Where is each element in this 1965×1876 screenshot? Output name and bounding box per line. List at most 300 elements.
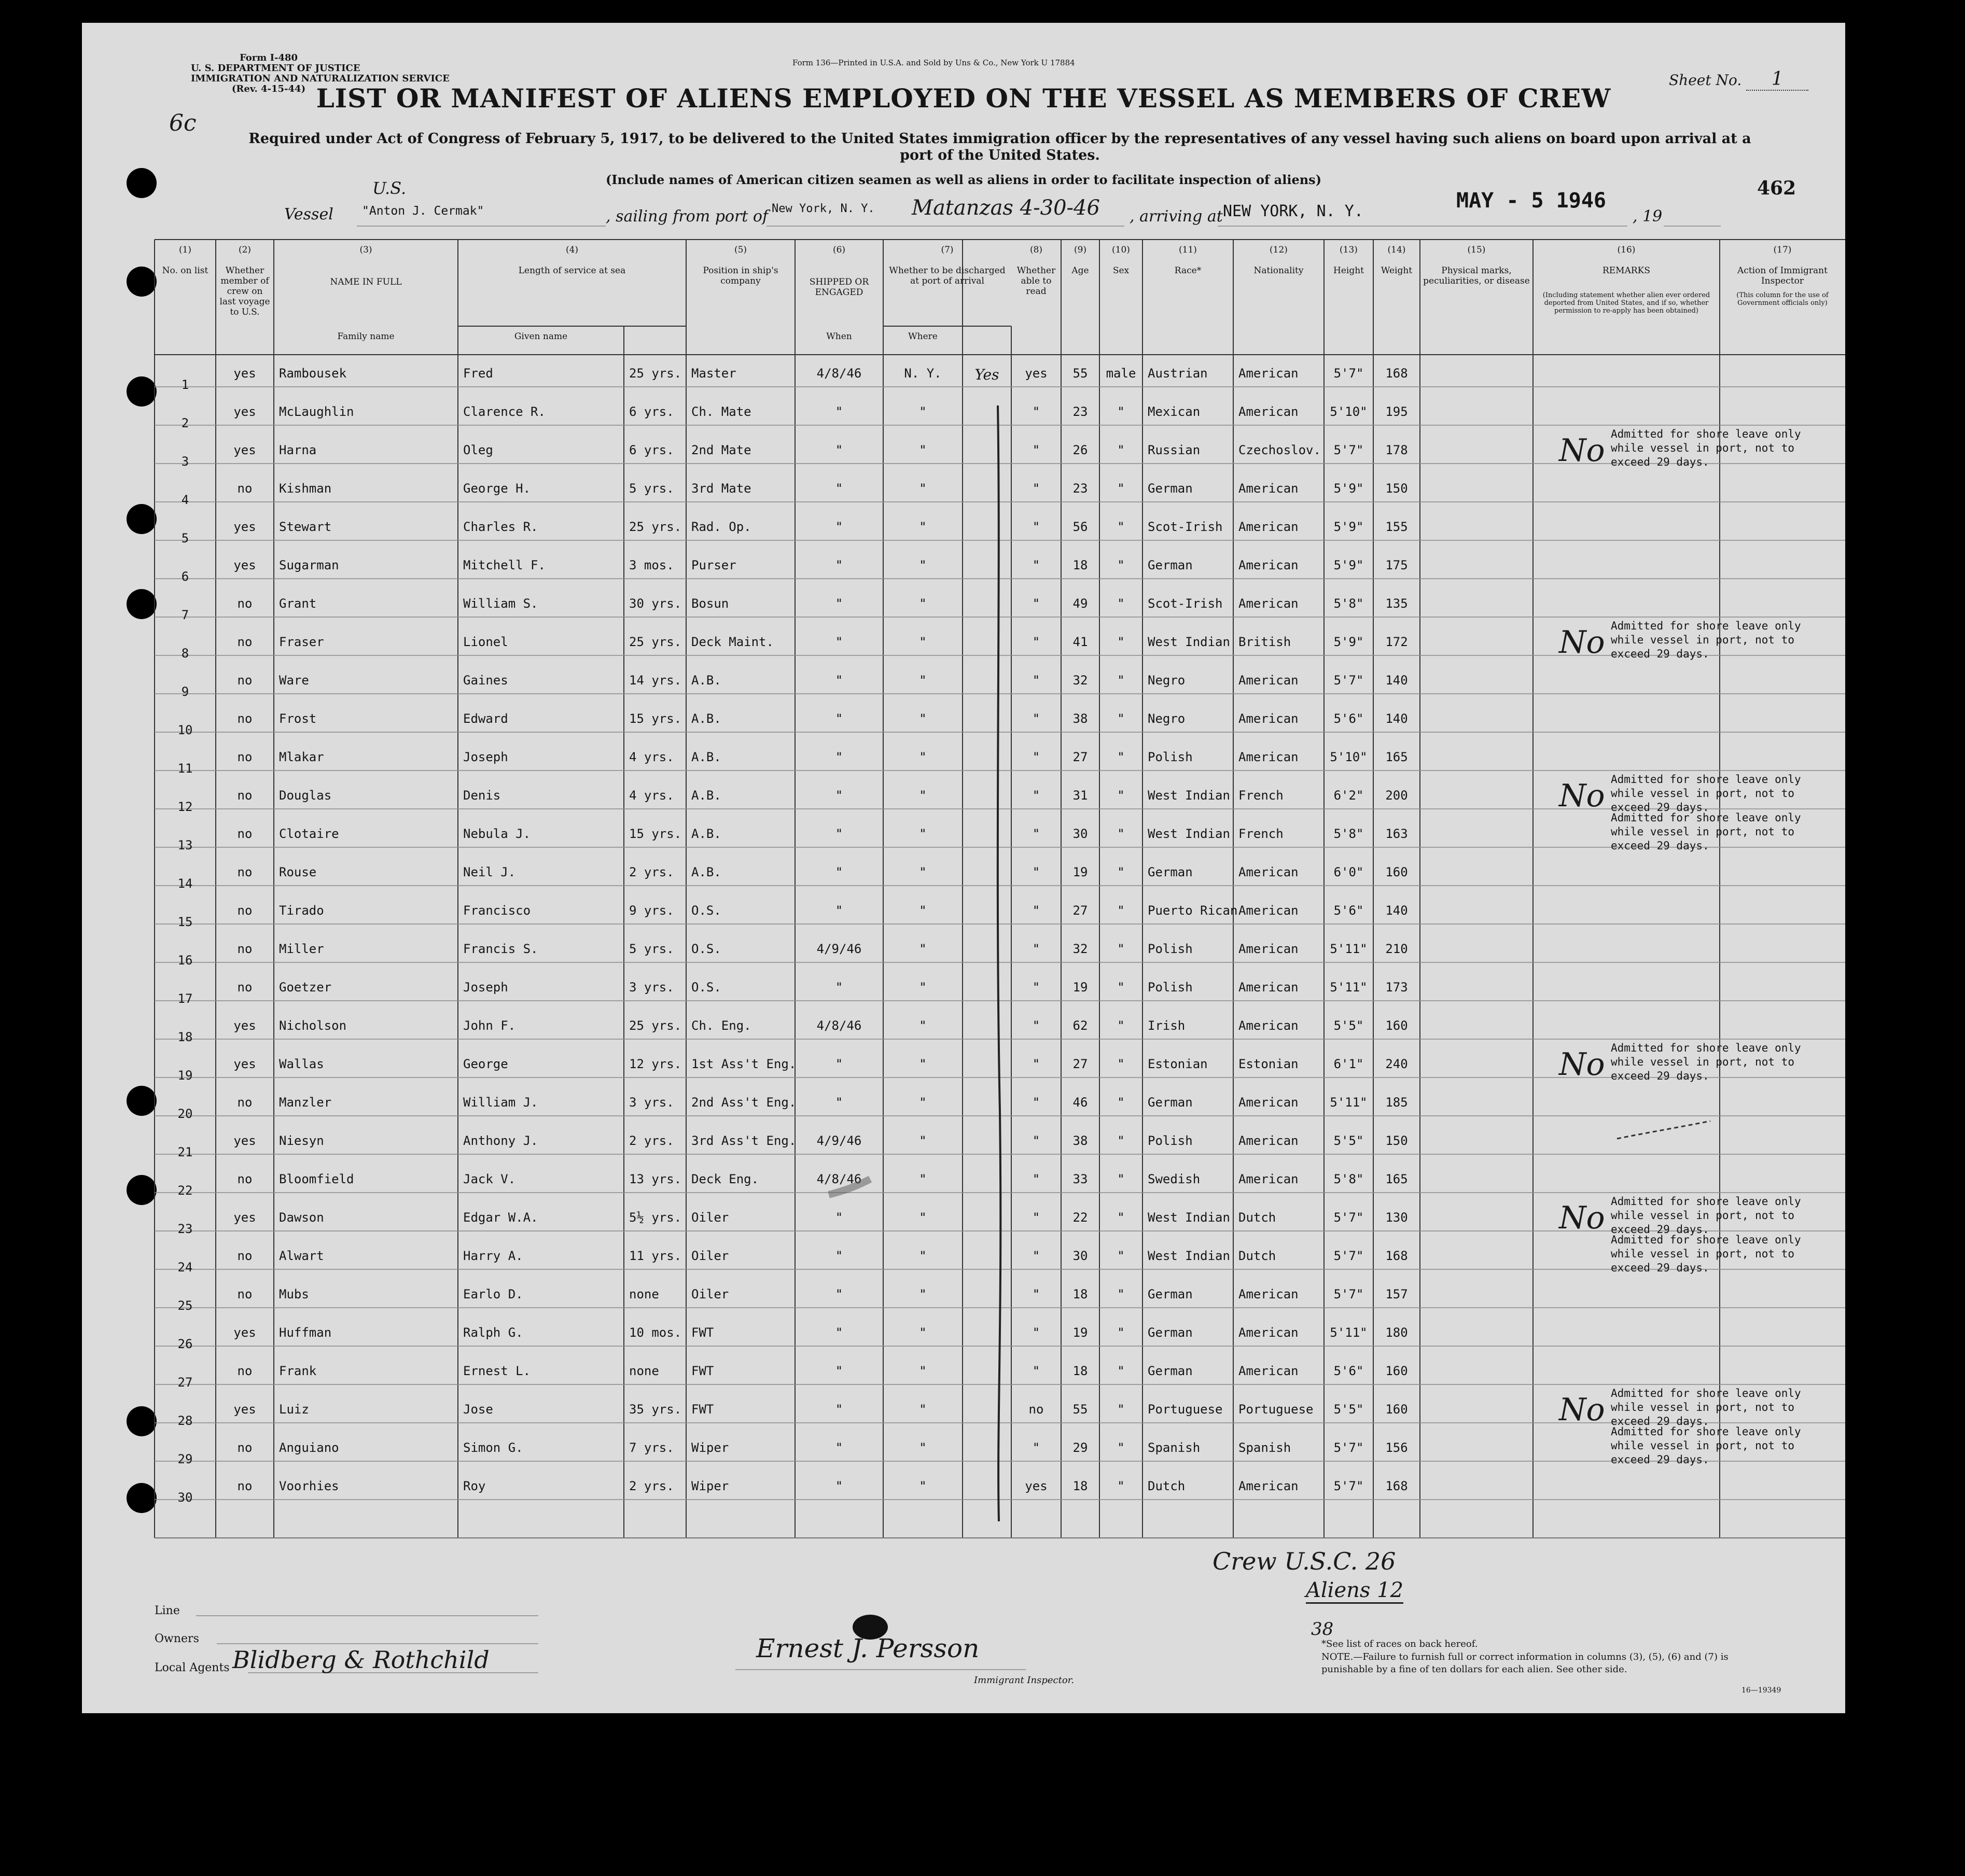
cell-nationality: American bbox=[1238, 673, 1299, 688]
cell-given-name: William S. bbox=[463, 596, 538, 611]
cell-given-name: Denis bbox=[463, 788, 501, 803]
cell-height: 5'8" bbox=[1333, 596, 1364, 611]
cell-last-voyage: yes bbox=[233, 366, 256, 381]
cell-length-of-service: 35 yrs. bbox=[629, 1402, 682, 1417]
cell-length-of-service: 3 mos. bbox=[629, 558, 674, 572]
cell-sex: " bbox=[1117, 942, 1125, 956]
cell-row-number: 17 bbox=[177, 991, 193, 1006]
cell-height: 6'2" bbox=[1333, 788, 1364, 803]
cell-able-to-read: " bbox=[1032, 558, 1040, 572]
cell-sex: " bbox=[1117, 635, 1125, 649]
cell-shipped-when: " bbox=[835, 865, 843, 879]
column-sublabel: When bbox=[826, 331, 852, 342]
cell-able-to-read: " bbox=[1032, 865, 1040, 879]
cell-length-of-service: 5 yrs. bbox=[629, 481, 674, 496]
cell-last-voyage: no bbox=[237, 481, 253, 496]
cell-shipped-where: " bbox=[919, 404, 927, 419]
cell-length-of-service: 12 yrs. bbox=[629, 1057, 682, 1071]
cell-nationality: American bbox=[1238, 558, 1299, 572]
cell-length-of-service: 30 yrs. bbox=[629, 596, 682, 611]
cell-row-number: 4 bbox=[181, 493, 189, 507]
cell-given-name: Nebula J. bbox=[463, 827, 531, 841]
action-no-mark: No bbox=[1559, 432, 1605, 469]
action-no-mark: No bbox=[1559, 624, 1605, 661]
cell-height: 5'7" bbox=[1333, 1287, 1364, 1301]
cell-last-voyage: yes bbox=[233, 1402, 256, 1417]
cell-able-to-read: " bbox=[1032, 481, 1040, 496]
cell-family-name: Wallas bbox=[279, 1057, 324, 1071]
cell-position: 2nd Ass't Eng. bbox=[691, 1095, 797, 1110]
cell-position: A.B. bbox=[691, 711, 721, 726]
cell-age: 49 bbox=[1072, 596, 1088, 611]
cell-race: Scot-Irish bbox=[1148, 596, 1223, 611]
cell-shipped-where: " bbox=[919, 596, 927, 611]
cell-race: Estonian bbox=[1148, 1057, 1208, 1071]
cell-able-to-read: " bbox=[1032, 443, 1040, 457]
cell-shipped-where: " bbox=[919, 1172, 927, 1186]
cell-sex: " bbox=[1117, 1018, 1125, 1033]
cell-given-name: Charles R. bbox=[463, 520, 538, 534]
cell-last-voyage: no bbox=[237, 827, 253, 841]
cell-family-name: Tirado bbox=[279, 903, 324, 918]
cell-shipped-where: " bbox=[919, 1249, 927, 1263]
cell-length-of-service: 3 yrs. bbox=[629, 980, 674, 995]
cell-able-to-read: " bbox=[1032, 1172, 1040, 1186]
shore-leave-remark: Admitted for shore leave only while vessel in port, not to exceed 29 days. bbox=[1611, 811, 1801, 852]
form-number: Form I-480 bbox=[239, 52, 298, 63]
cell-row-number: 18 bbox=[177, 1030, 193, 1044]
cell-height: 5'5" bbox=[1333, 1402, 1364, 1417]
cell-weight: 156 bbox=[1385, 1440, 1408, 1455]
cell-able-to-read: " bbox=[1032, 1440, 1040, 1455]
cell-weight: 130 bbox=[1385, 1210, 1408, 1225]
cell-position: A.B. bbox=[691, 673, 721, 688]
cell-weight: 160 bbox=[1385, 1364, 1408, 1378]
cell-shipped-when: 4/8/46 bbox=[816, 1018, 862, 1033]
cell-given-name: Jack V. bbox=[463, 1172, 516, 1186]
cell-age: 18 bbox=[1072, 1364, 1088, 1378]
cell-weight: 172 bbox=[1385, 635, 1408, 649]
cell-nationality: French bbox=[1238, 827, 1284, 841]
year-label: , 19 bbox=[1633, 207, 1663, 226]
cell-shipped-when: 4/9/46 bbox=[816, 942, 862, 956]
cell-shipped-when: " bbox=[835, 520, 843, 534]
cell-row-number: 21 bbox=[177, 1145, 193, 1159]
cell-position: Oiler bbox=[691, 1287, 729, 1301]
cell-family-name: Mubs bbox=[279, 1287, 309, 1301]
cell-weight: 140 bbox=[1385, 711, 1408, 726]
cell-row-number: 11 bbox=[177, 761, 193, 776]
cell-length-of-service: 25 yrs. bbox=[629, 1018, 682, 1033]
cell-nationality: American bbox=[1238, 1018, 1299, 1033]
cell-sex: " bbox=[1117, 596, 1125, 611]
cell-shipped-where: " bbox=[919, 443, 927, 457]
cell-family-name: Goetzer bbox=[279, 980, 332, 995]
column-label: Age bbox=[1071, 265, 1089, 276]
cell-family-name: Rambousek bbox=[279, 366, 347, 381]
shore-leave-remark: Admitted for shore leave only while vessel in port, not to exceed 29 days. bbox=[1611, 1195, 1801, 1236]
cell-sex: " bbox=[1117, 1287, 1125, 1301]
cell-race: West Indian bbox=[1148, 1210, 1230, 1225]
cell-last-voyage: no bbox=[237, 673, 253, 688]
cell-height: 5'10" bbox=[1330, 404, 1368, 419]
sailing-handwritten: Matanzas 4-30-46 bbox=[912, 196, 1100, 220]
cell-nationality: American bbox=[1238, 1287, 1299, 1301]
cell-weight: 163 bbox=[1385, 827, 1408, 841]
cell-sex: " bbox=[1117, 673, 1125, 688]
cell-nationality: American bbox=[1238, 1364, 1299, 1378]
cell-last-voyage: yes bbox=[233, 404, 256, 419]
cell-shipped-where: " bbox=[919, 1325, 927, 1340]
cell-family-name: Douglas bbox=[279, 788, 332, 803]
cell-shipped-when: " bbox=[835, 1287, 843, 1301]
cell-shipped-when: 4/9/46 bbox=[816, 1133, 862, 1148]
shore-leave-remark: Admitted for shore leave only while vessel in port, not to exceed 29 days. bbox=[1611, 428, 1801, 468]
cell-position: Oiler bbox=[691, 1249, 729, 1263]
cell-shipped-when: " bbox=[835, 673, 843, 688]
cell-height: 5'7" bbox=[1333, 1440, 1364, 1455]
cell-last-voyage: yes bbox=[233, 1133, 256, 1148]
cell-last-voyage: yes bbox=[233, 558, 256, 572]
column-sublabel: Given name bbox=[514, 331, 568, 342]
cell-height: 5'7" bbox=[1333, 1249, 1364, 1263]
column-label: No. on list bbox=[162, 265, 208, 276]
cell-height: 5'11" bbox=[1330, 980, 1368, 995]
cell-shipped-where: " bbox=[919, 711, 927, 726]
cell-race: Polish bbox=[1148, 1133, 1193, 1148]
cell-age: 18 bbox=[1072, 1479, 1088, 1493]
cell-able-to-read: " bbox=[1032, 1325, 1040, 1340]
cell-height: 5'7" bbox=[1333, 673, 1364, 688]
cell-sex: " bbox=[1117, 1479, 1125, 1493]
cell-length-of-service: 25 yrs. bbox=[629, 366, 682, 381]
cell-length-of-service: 3 yrs. bbox=[629, 1095, 674, 1110]
cell-given-name: Simon G. bbox=[463, 1440, 523, 1455]
cell-shipped-where: " bbox=[919, 558, 927, 572]
action-no-mark: No bbox=[1559, 778, 1605, 814]
cell-height: 6'1" bbox=[1333, 1057, 1364, 1071]
cell-shipped-when: " bbox=[835, 903, 843, 918]
cell-age: 26 bbox=[1072, 443, 1088, 457]
cell-race: Austrian bbox=[1148, 366, 1208, 381]
total-tally: 38 bbox=[1311, 1619, 1334, 1640]
cell-shipped-where: " bbox=[919, 1210, 927, 1225]
cell-weight: 168 bbox=[1385, 366, 1408, 381]
cell-age: 32 bbox=[1072, 942, 1088, 956]
cell-sex: " bbox=[1117, 1325, 1125, 1340]
cell-last-voyage: no bbox=[237, 1440, 253, 1455]
owners-label: Owners bbox=[155, 1632, 199, 1645]
cell-family-name: Ware bbox=[279, 673, 309, 688]
cell-shipped-where: " bbox=[919, 827, 927, 841]
cell-length-of-service: 6 yrs. bbox=[629, 443, 674, 457]
cell-weight: 185 bbox=[1385, 1095, 1408, 1110]
cell-able-to-read: no bbox=[1028, 1402, 1044, 1417]
cell-shipped-when: " bbox=[835, 481, 843, 496]
cell-height: 5'9" bbox=[1333, 520, 1364, 534]
cell-age: 18 bbox=[1072, 1287, 1088, 1301]
cell-position: 3rd Mate bbox=[691, 481, 751, 496]
cell-position: Wiper bbox=[691, 1479, 729, 1493]
cell-age: 22 bbox=[1072, 1210, 1088, 1225]
cell-last-voyage: no bbox=[237, 1249, 253, 1263]
cell-sex: " bbox=[1117, 558, 1125, 572]
cell-race: German bbox=[1148, 481, 1193, 496]
cell-position: A.B. bbox=[691, 788, 721, 803]
column-number: (2) bbox=[238, 245, 252, 255]
cell-shipped-where: " bbox=[919, 1479, 927, 1493]
cell-given-name: Edgar W.A. bbox=[463, 1210, 538, 1225]
form-code: 16—19349 bbox=[1741, 1686, 1781, 1695]
cell-last-voyage: no bbox=[237, 788, 253, 803]
cell-position: Rad. Op. bbox=[691, 520, 751, 534]
cell-race: Puerto Rican bbox=[1148, 903, 1238, 918]
cell-given-name: Joseph bbox=[463, 980, 508, 995]
cell-row-number: 7 bbox=[181, 608, 189, 622]
cell-row-number: 12 bbox=[177, 800, 193, 814]
cell-row-number: 23 bbox=[177, 1222, 193, 1236]
column-number: (5) bbox=[734, 245, 747, 255]
cell-race: German bbox=[1148, 1287, 1193, 1301]
cell-weight: 155 bbox=[1385, 520, 1408, 534]
cell-able-to-read: yes bbox=[1025, 366, 1048, 381]
cell-last-voyage: no bbox=[237, 1287, 253, 1301]
cell-given-name: Francisco bbox=[463, 903, 531, 918]
cell-last-voyage: no bbox=[237, 1479, 253, 1493]
cell-given-name: Francis S. bbox=[463, 942, 538, 956]
cell-able-to-read: " bbox=[1032, 673, 1040, 688]
cell-nationality: Czechoslov. bbox=[1238, 443, 1321, 457]
cell-family-name: Huffman bbox=[279, 1325, 332, 1340]
cell-race: Scot-Irish bbox=[1148, 520, 1223, 534]
cell-race: German bbox=[1148, 1325, 1193, 1340]
cell-family-name: Sugarman bbox=[279, 558, 339, 572]
cell-race: Mexican bbox=[1148, 404, 1201, 419]
cell-given-name: Edward bbox=[463, 711, 508, 726]
cell-height: 5'5" bbox=[1333, 1018, 1364, 1033]
cell-position: 1st Ass't Eng. bbox=[691, 1057, 797, 1071]
cell-weight: 178 bbox=[1385, 443, 1408, 457]
cell-shipped-when: " bbox=[835, 404, 843, 419]
cell-shipped-when: " bbox=[835, 1364, 843, 1378]
cell-row-number: 20 bbox=[177, 1107, 193, 1121]
cell-row-number: 19 bbox=[177, 1068, 193, 1083]
column-number: (9) bbox=[1074, 245, 1087, 255]
cell-sex: " bbox=[1117, 711, 1125, 726]
cell-weight: 135 bbox=[1385, 596, 1408, 611]
cell-shipped-where: " bbox=[919, 635, 927, 649]
sailing-port: New York, N. Y. bbox=[772, 202, 875, 215]
column-number: (8) bbox=[1029, 245, 1043, 255]
cell-age: 19 bbox=[1072, 1325, 1088, 1340]
cell-race: Irish bbox=[1148, 1018, 1186, 1033]
cell-length-of-service: 11 yrs. bbox=[629, 1249, 682, 1263]
cell-sex: " bbox=[1117, 1210, 1125, 1225]
cell-nationality: American bbox=[1238, 404, 1299, 419]
cell-length-of-service: 4 yrs. bbox=[629, 750, 674, 764]
cell-length-of-service: 5½ yrs. bbox=[629, 1210, 682, 1225]
cell-last-voyage: no bbox=[237, 711, 253, 726]
cell-sex: " bbox=[1117, 1172, 1125, 1186]
cell-row-number: 8 bbox=[181, 646, 189, 661]
cell-race: German bbox=[1148, 865, 1193, 879]
cell-nationality: American bbox=[1238, 980, 1299, 995]
cell-sex: " bbox=[1117, 481, 1125, 496]
cell-sex: " bbox=[1117, 1402, 1125, 1417]
cell-last-voyage: yes bbox=[233, 1018, 256, 1033]
cell-position: FWT bbox=[691, 1325, 714, 1340]
cell-row-number: 24 bbox=[177, 1260, 193, 1275]
cell-able-to-read: " bbox=[1032, 1095, 1040, 1110]
vessel-prefix: U.S. bbox=[372, 178, 407, 198]
cell-shipped-when: " bbox=[835, 1249, 843, 1263]
cell-sex: " bbox=[1117, 865, 1125, 879]
cell-last-voyage: no bbox=[237, 865, 253, 879]
cell-length-of-service: 10 mos. bbox=[629, 1325, 682, 1340]
cell-shipped-where: " bbox=[919, 1018, 927, 1033]
cell-nationality: British bbox=[1238, 635, 1291, 649]
cell-age: 62 bbox=[1072, 1018, 1088, 1033]
cell-family-name: Rouse bbox=[279, 865, 317, 879]
cell-given-name: William J. bbox=[463, 1095, 538, 1110]
column-label: Race* bbox=[1174, 265, 1202, 276]
cell-row-number: 16 bbox=[177, 953, 193, 968]
cell-shipped-where: " bbox=[919, 750, 927, 764]
cell-position: Oiler bbox=[691, 1210, 729, 1225]
column-label: Position in ship's company bbox=[703, 265, 778, 286]
cell-given-name: George bbox=[463, 1057, 508, 1071]
cell-height: 5'6" bbox=[1333, 903, 1364, 918]
cell-age: 27 bbox=[1072, 1057, 1088, 1071]
cell-family-name: Kishman bbox=[279, 481, 332, 496]
cell-shipped-when: " bbox=[835, 788, 843, 803]
cell-able-to-read: " bbox=[1032, 711, 1040, 726]
cell-shipped-when: " bbox=[835, 1210, 843, 1225]
cell-able-to-read: " bbox=[1032, 1133, 1040, 1148]
cell-family-name: Dawson bbox=[279, 1210, 324, 1225]
cell-shipped-when: 4/8/46 bbox=[816, 366, 862, 381]
sheet-number: 1 bbox=[1746, 68, 1808, 91]
cell-length-of-service: 14 yrs. bbox=[629, 673, 682, 688]
cell-able-to-read: " bbox=[1032, 827, 1040, 841]
cell-sex: " bbox=[1117, 750, 1125, 764]
cell-given-name: Earlo D. bbox=[463, 1287, 523, 1301]
cell-row-number: 6 bbox=[181, 569, 189, 584]
cell-position: O.S. bbox=[691, 903, 721, 918]
cell-shipped-when: 4/8/46 bbox=[816, 1172, 862, 1186]
cell-nationality: French bbox=[1238, 788, 1284, 803]
cell-shipped-where: " bbox=[919, 942, 927, 956]
cell-shipped-where: " bbox=[919, 520, 927, 534]
cell-row-number: 27 bbox=[177, 1375, 193, 1390]
cell-family-name: Voorhies bbox=[279, 1479, 339, 1493]
cell-position: O.S. bbox=[691, 980, 721, 995]
cell-length-of-service: 2 yrs. bbox=[629, 865, 674, 879]
cell-shipped-when: " bbox=[835, 558, 843, 572]
cell-length-of-service: 15 yrs. bbox=[629, 711, 682, 726]
sailing-label: , sailing from port of bbox=[606, 207, 769, 226]
cell-shipped-where: " bbox=[919, 1440, 927, 1455]
cell-age: 30 bbox=[1072, 1249, 1088, 1263]
cell-shipped-where: " bbox=[919, 1287, 927, 1301]
cell-able-to-read: " bbox=[1032, 1287, 1040, 1301]
cell-position: Ch. Mate bbox=[691, 404, 751, 419]
cell-shipped-where: " bbox=[919, 1364, 927, 1378]
cell-given-name: Clarence R. bbox=[463, 404, 546, 419]
cell-able-to-read: yes bbox=[1025, 1479, 1048, 1493]
column-note: (Including statement whether alien ever ordered deported from United States, and if so, whether permission to re-apply has been obtained) bbox=[1542, 291, 1710, 315]
cell-height: 5'7" bbox=[1333, 1210, 1364, 1225]
cell-last-voyage: yes bbox=[233, 443, 256, 457]
column-number: (4) bbox=[565, 245, 579, 255]
cell-sex: " bbox=[1117, 1440, 1125, 1455]
cell-weight: 173 bbox=[1385, 980, 1408, 995]
cell-given-name: Fred bbox=[463, 366, 493, 381]
cell-nationality: American bbox=[1238, 1325, 1299, 1340]
printer-note: Form 136—Printed in U.S.A. and Sold by Uns & Co., New York U 17884 bbox=[792, 58, 1075, 67]
arriving-label: , arriving at bbox=[1130, 207, 1223, 226]
cell-weight: 240 bbox=[1385, 1057, 1408, 1071]
cell-position: FWT bbox=[691, 1402, 714, 1417]
cell-length-of-service: 25 yrs. bbox=[629, 635, 682, 649]
cell-height: 5'5" bbox=[1333, 1133, 1364, 1148]
cell-nationality: Dutch bbox=[1238, 1249, 1276, 1263]
column-number: (1) bbox=[178, 245, 192, 255]
cell-family-name: Harna bbox=[279, 443, 317, 457]
cell-sex: " bbox=[1117, 1364, 1125, 1378]
vessel-name: "Anton J. Cermak" bbox=[362, 204, 484, 218]
cell-sex: " bbox=[1117, 980, 1125, 995]
cell-given-name: Jose bbox=[463, 1402, 493, 1417]
cell-nationality: American bbox=[1238, 1095, 1299, 1110]
cell-weight: 175 bbox=[1385, 558, 1408, 572]
cell-shipped-when: " bbox=[835, 635, 843, 649]
cell-age: 27 bbox=[1072, 903, 1088, 918]
cell-row-number: 28 bbox=[177, 1413, 193, 1428]
cell-nationality: American bbox=[1238, 1133, 1299, 1148]
shore-leave-remark: Admitted for shore leave only while vessel in port, not to exceed 29 days. bbox=[1611, 1042, 1801, 1082]
cell-height: 6'0" bbox=[1333, 865, 1364, 879]
cell-shipped-when: " bbox=[835, 1325, 843, 1340]
cell-position: O.S. bbox=[691, 942, 721, 956]
cell-weight: 140 bbox=[1385, 673, 1408, 688]
column-label: Action of Immigrant Inspector bbox=[1737, 265, 1828, 286]
subtitle-line-1: Required under Act of Congress of February 5, 1917, to be delivered to the United States immigration officer by the representatives of any vessel having such aliens on board upon arrival at a bbox=[248, 131, 1751, 147]
cell-race: West Indian bbox=[1148, 635, 1230, 649]
cell-age: 32 bbox=[1072, 673, 1088, 688]
cell-shipped-when: " bbox=[835, 1095, 843, 1110]
agents-label: Local Agents bbox=[155, 1661, 230, 1674]
cell-shipped-when: " bbox=[835, 1057, 843, 1071]
cell-shipped-where: " bbox=[919, 673, 927, 688]
cell-nationality: American bbox=[1238, 942, 1299, 956]
cell-height: 5'7" bbox=[1333, 1479, 1364, 1493]
cell-length-of-service: 2 yrs. bbox=[629, 1479, 674, 1493]
cell-height: 5'7" bbox=[1333, 366, 1364, 381]
shore-leave-remark: Admitted for shore leave only while vessel in port, not to exceed 29 days. bbox=[1611, 620, 1801, 660]
page-number: 462 bbox=[1757, 177, 1796, 199]
cell-shipped-where: " bbox=[919, 1133, 927, 1148]
cell-row-number: 13 bbox=[177, 838, 193, 852]
cell-family-name: Nicholson bbox=[279, 1018, 347, 1033]
cell-family-name: Fraser bbox=[279, 635, 324, 649]
cell-shipped-when: " bbox=[835, 711, 843, 726]
cell-position: Deck Maint. bbox=[691, 635, 774, 649]
column-sublabel: Where bbox=[908, 331, 938, 342]
cell-family-name: Anguiano bbox=[279, 1440, 339, 1455]
form-instruction: (Include names of American citizen seamen as well as aliens in order to facilitate inspection of aliens) bbox=[605, 172, 1322, 187]
cell-row-number: 5 bbox=[181, 531, 189, 545]
